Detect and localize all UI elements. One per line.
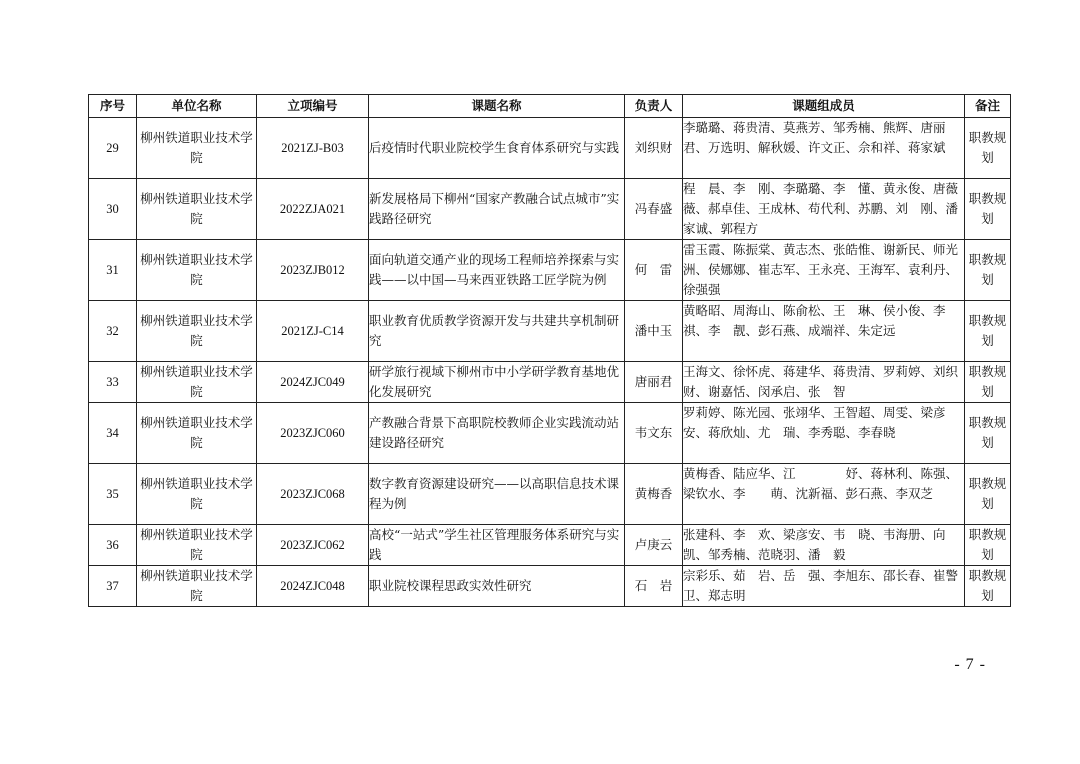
- table-row: [89, 301, 1011, 362]
- cell-seq: 34: [89, 403, 137, 464]
- cell-title: 新发展格局下柳州“国家产教融合试点城市”实践路径研究: [369, 179, 625, 240]
- cell-lead: 黄梅香: [625, 464, 683, 525]
- cell-unit: 柳州铁道职业技术学院: [137, 464, 257, 525]
- cell-seq: 33: [89, 362, 137, 403]
- cell-title: 后疫情时代职业院校学生食育体系研究与实践: [369, 118, 625, 179]
- cell-unit: 柳州铁道职业技术学院: [137, 525, 257, 566]
- cell-note: 职教规划: [965, 118, 1011, 179]
- table-row: [89, 118, 1011, 179]
- cell-lead: 唐丽君: [625, 362, 683, 403]
- cell-code: 2021ZJ-C14: [257, 301, 369, 362]
- cell-unit: 柳州铁道职业技术学院: [137, 179, 257, 240]
- cell-title: 高校“一站式”学生社区管理服务体系研究与实践: [369, 525, 625, 566]
- cell-members: 王海文、徐怀虎、蒋建华、蒋贵清、罗莉婷、刘织财、谢嘉恬、闵承启、张 智: [683, 362, 965, 403]
- cell-seq: 30: [89, 179, 137, 240]
- cell-code: 2023ZJB012: [257, 240, 369, 301]
- cell-seq: 36: [89, 525, 137, 566]
- cell-note: 职教规划: [965, 240, 1011, 301]
- project-table: [88, 94, 1011, 607]
- cell-lead: 韦文东: [625, 403, 683, 464]
- cell-lead: 石 岩: [625, 566, 683, 607]
- table-row: [89, 403, 1011, 464]
- cell-members: 黄梅香、陆应华、江 妤、蒋林利、陈强、梁钦水、李 萌、沈新福、彭石燕、李双芝: [683, 464, 965, 525]
- header-unit: 单位名称: [137, 95, 257, 118]
- cell-members: 黄略昭、周海山、陈俞松、王 琳、侯小俊、李 祺、李 靓、彭石燕、成端祥、朱定远: [683, 301, 965, 362]
- cell-unit: 柳州铁道职业技术学院: [137, 118, 257, 179]
- cell-lead: 冯春盛: [625, 179, 683, 240]
- table-row: [89, 240, 1011, 301]
- cell-members: 程 晨、李 刚、李璐璐、李 懂、黄永俊、唐薇薇、郝卓佳、王成林、苟代利、苏鹏、刘 刚、潘家诚、郭程方: [683, 179, 965, 240]
- cell-title: 数字教育资源建设研究——以高职信息技术课程为例: [369, 464, 625, 525]
- table-body: [89, 118, 1011, 607]
- cell-note: 职教规划: [965, 566, 1011, 607]
- cell-lead: 卢庚云: [625, 525, 683, 566]
- cell-title: 职业教育优质教学资源开发与共建共享机制研究: [369, 301, 625, 362]
- header-members: 课题组成员: [683, 95, 965, 118]
- cell-note: 职教规划: [965, 525, 1011, 566]
- cell-code: 2024ZJC049: [257, 362, 369, 403]
- table-header-row: [89, 95, 1011, 118]
- cell-code: 2023ZJC068: [257, 464, 369, 525]
- cell-title: 研学旅行视域下柳州市中小学研学教育基地优化发展研究: [369, 362, 625, 403]
- cell-unit: 柳州铁道职业技术学院: [137, 566, 257, 607]
- header-seq: 序号: [89, 95, 137, 118]
- cell-unit: 柳州铁道职业技术学院: [137, 240, 257, 301]
- cell-title: 面向轨道交通产业的现场工程师培养探索与实践——以中国—马来西亚铁路工匠学院为例: [369, 240, 625, 301]
- table-row: [89, 362, 1011, 403]
- table-row: [89, 464, 1011, 525]
- header-title: 课题名称: [369, 95, 625, 118]
- cell-note: 职教规划: [965, 362, 1011, 403]
- cell-seq: 29: [89, 118, 137, 179]
- header-note: 备注: [965, 95, 1011, 118]
- cell-note: 职教规划: [965, 403, 1011, 464]
- cell-members: 张建科、李 欢、梁彦安、韦 晓、韦海册、向 凯、邹秀楠、范晓羽、潘 毅: [683, 525, 965, 566]
- cell-seq: 32: [89, 301, 137, 362]
- cell-members: 雷玉霞、陈振棠、黄志杰、张皓惟、谢新民、师光洲、侯娜娜、崔志军、王永亮、王海军、袁利丹、徐强强: [683, 240, 965, 301]
- cell-title: 产教融合背景下高职院校教师企业实践流动站建设路径研究: [369, 403, 625, 464]
- cell-unit: 柳州铁道职业技术学院: [137, 362, 257, 403]
- cell-seq: 31: [89, 240, 137, 301]
- cell-members: 李璐璐、蒋贵清、莫燕芳、邹秀楠、熊辉、唐丽君、万选明、解秋媛、许文正、佘和祥、蒋家斌: [683, 118, 965, 179]
- cell-code: 2022ZJA021: [257, 179, 369, 240]
- cell-lead: 刘织财: [625, 118, 683, 179]
- cell-code: 2024ZJC048: [257, 566, 369, 607]
- cell-title: 职业院校课程思政实效性研究: [369, 566, 625, 607]
- cell-note: 职教规划: [965, 464, 1011, 525]
- cell-unit: 柳州铁道职业技术学院: [137, 403, 257, 464]
- cell-unit: 柳州铁道职业技术学院: [137, 301, 257, 362]
- header-lead: 负责人: [625, 95, 683, 118]
- cell-note: 职教规划: [965, 301, 1011, 362]
- table-row: [89, 525, 1011, 566]
- cell-note: 职教规划: [965, 179, 1011, 240]
- cell-members: 宗彩乐、茹 岩、岳 强、李旭东、邵长春、崔警卫、郑志明: [683, 566, 965, 607]
- cell-code: 2023ZJC060: [257, 403, 369, 464]
- cell-members: 罗莉婷、陈光园、张翊华、王智超、周雯、梁彦安、蒋欣灿、尤 瑞、李秀聪、李春晓: [683, 403, 965, 464]
- cell-lead: 潘中玉: [625, 301, 683, 362]
- header-code: 立项编号: [257, 95, 369, 118]
- cell-code: 2021ZJ-B03: [257, 118, 369, 179]
- table-row: [89, 566, 1011, 607]
- table-row: [89, 179, 1011, 240]
- page-number: - 7 -: [954, 656, 986, 673]
- cell-seq: 37: [89, 566, 137, 607]
- cell-lead: 何 雷: [625, 240, 683, 301]
- cell-seq: 35: [89, 464, 137, 525]
- cell-code: 2023ZJC062: [257, 525, 369, 566]
